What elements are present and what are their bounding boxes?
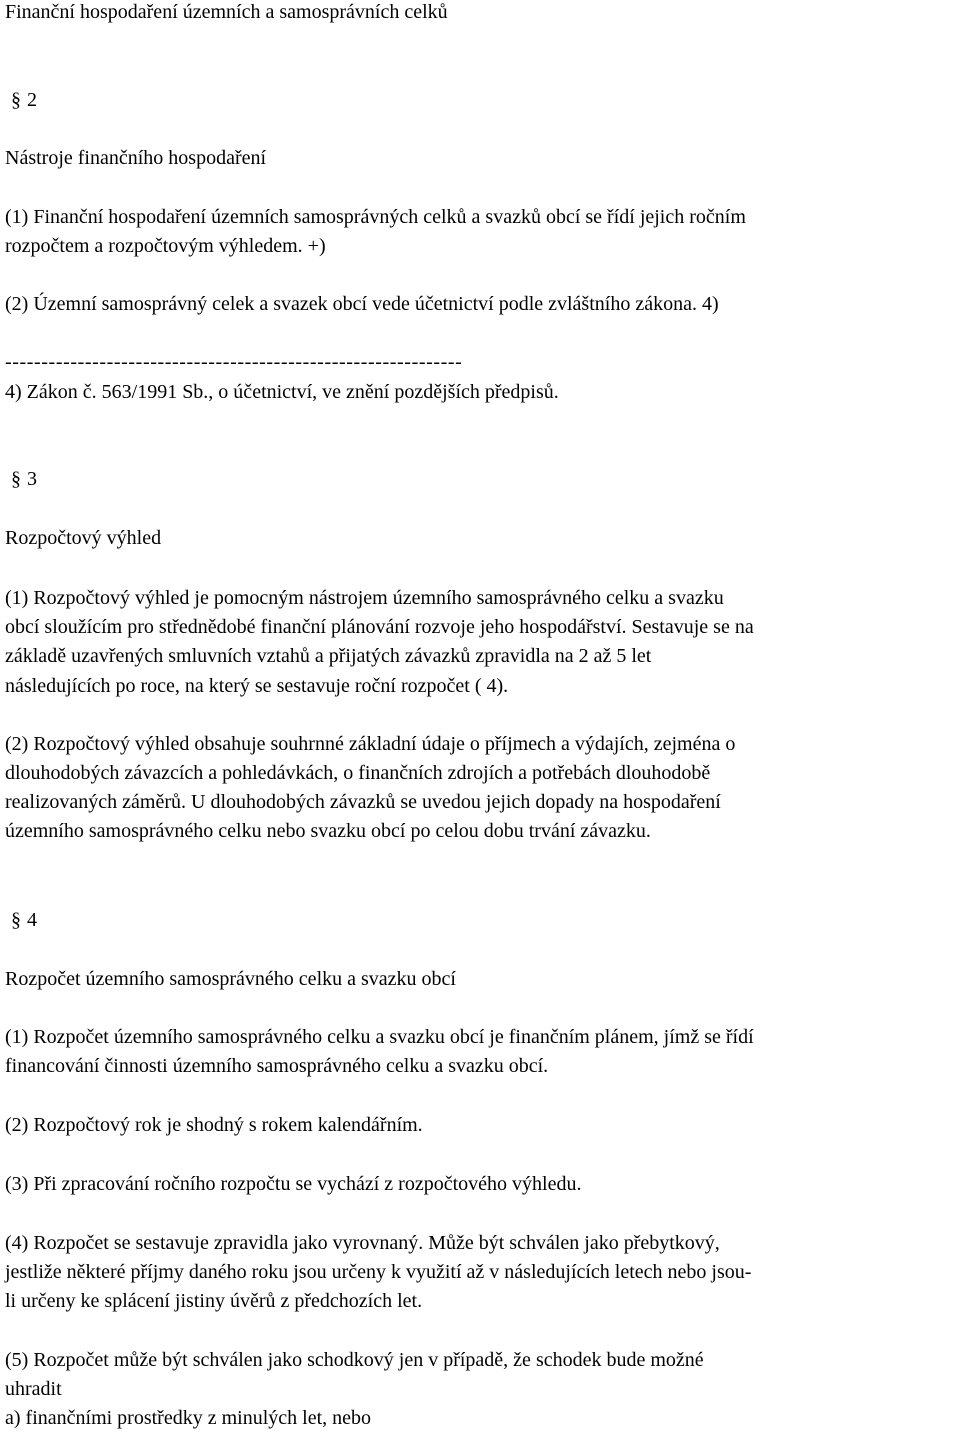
section-sign: § xyxy=(11,89,21,111)
paragraph-line: (3) Při zpracování ročního rozpočtu se vychází z rozpočtového výhledu. xyxy=(5,1173,582,1195)
footnote-line: 4) Zákon č. 563/1991 Sb., o účetnictví, ve znění pozdějších předpisů. xyxy=(5,381,559,403)
section-4-marker xyxy=(5,908,37,932)
paragraph-line: dlouhodobých závazcích a pohledávkách, o finančních zdrojích a potřebách dlouhodobě xyxy=(5,762,711,784)
paragraph-line: obcí sloužícím pro střednědobé finanční plánování rozvoje jeho hospodářství. Sestavuje se na xyxy=(5,616,754,638)
paragraph-line: (2) Rozpočtový výhled obsahuje souhrnné základní údaje o příjmech a výdajích, zejména o xyxy=(5,733,736,755)
paragraph-line: uhradit xyxy=(5,1378,62,1400)
paragraph-line: a) finančními prostředky z minulých let, nebo xyxy=(5,1407,372,1429)
paragraph-line: následujících po roce, na který se sestavuje roční rozpočet ( 4). xyxy=(5,675,509,697)
section-4-heading: Rozpočet územního samosprávného celku a svazku obcí xyxy=(5,968,456,990)
paragraph-line: (1) Finanční hospodaření územních samosprávných celků a svazků obcí se řídí jejich ročním xyxy=(5,206,746,228)
section-3-marker xyxy=(5,467,37,491)
paragraph-line: li určeny ke splácení jistiny úvěrů z předchozích let. xyxy=(5,1290,423,1312)
paragraph-line: územního samosprávného celku nebo svazku obcí po celou dobu trvání závazku. xyxy=(5,820,651,842)
paragraph-line: financování činnosti územního samosprávného celku a svazku obcí. xyxy=(5,1055,549,1077)
section-2-heading: Nástroje finančního hospodaření xyxy=(5,147,267,169)
section-3-heading: Rozpočtový výhled xyxy=(5,527,162,549)
section-sign: § xyxy=(11,909,21,931)
paragraph-line: základě uzavřených smluvních vztahů a přijatých závazků zpravidla na 2 až 5 let xyxy=(5,645,652,667)
paragraph-line: (4) Rozpočet se sestavuje zpravidla jako vyrovnaný. Může být schválen jako přebytkový, xyxy=(5,1232,720,1254)
paragraph-line: (5) Rozpočet může být schválen jako schodkový jen v případě, že schodek bude možné xyxy=(5,1349,704,1371)
section-2-marker xyxy=(5,88,37,112)
paragraph-line: rozpočtem a rozpočtovým výhledem. +) xyxy=(5,235,326,257)
footnote-separator: --------------------------------------------------------------- xyxy=(5,351,463,373)
paragraph-line: (1) Rozpočet územního samosprávného celku a svazku obcí je finančním plánem, jímž se řídí xyxy=(5,1026,754,1048)
paragraph-line: jestliže některé příjmy daného roku jsou určeny k využití až v následujících letech nebo jsou- xyxy=(5,1261,752,1283)
paragraph-line: realizovaných záměrů. U dlouhodobých závazků se uvedou jejich dopady na hospodaření xyxy=(5,791,721,813)
section-number: 2 xyxy=(27,89,37,111)
document-title: Finanční hospodaření územních a samosprávních celků xyxy=(5,1,448,23)
paragraph-line: (2) Rozpočtový rok je shodný s rokem kalendářním. xyxy=(5,1114,423,1136)
section-number: 3 xyxy=(27,468,37,490)
paragraph-line: (2) Územní samosprávný celek a svazek obcí vede účetnictví podle zvláštního zákona. 4) xyxy=(5,293,719,315)
paragraph-line: (1) Rozpočtový výhled je pomocným nástrojem územního samosprávného celku a svazku xyxy=(5,587,724,609)
section-number: 4 xyxy=(27,909,37,931)
section-sign: § xyxy=(11,468,21,490)
